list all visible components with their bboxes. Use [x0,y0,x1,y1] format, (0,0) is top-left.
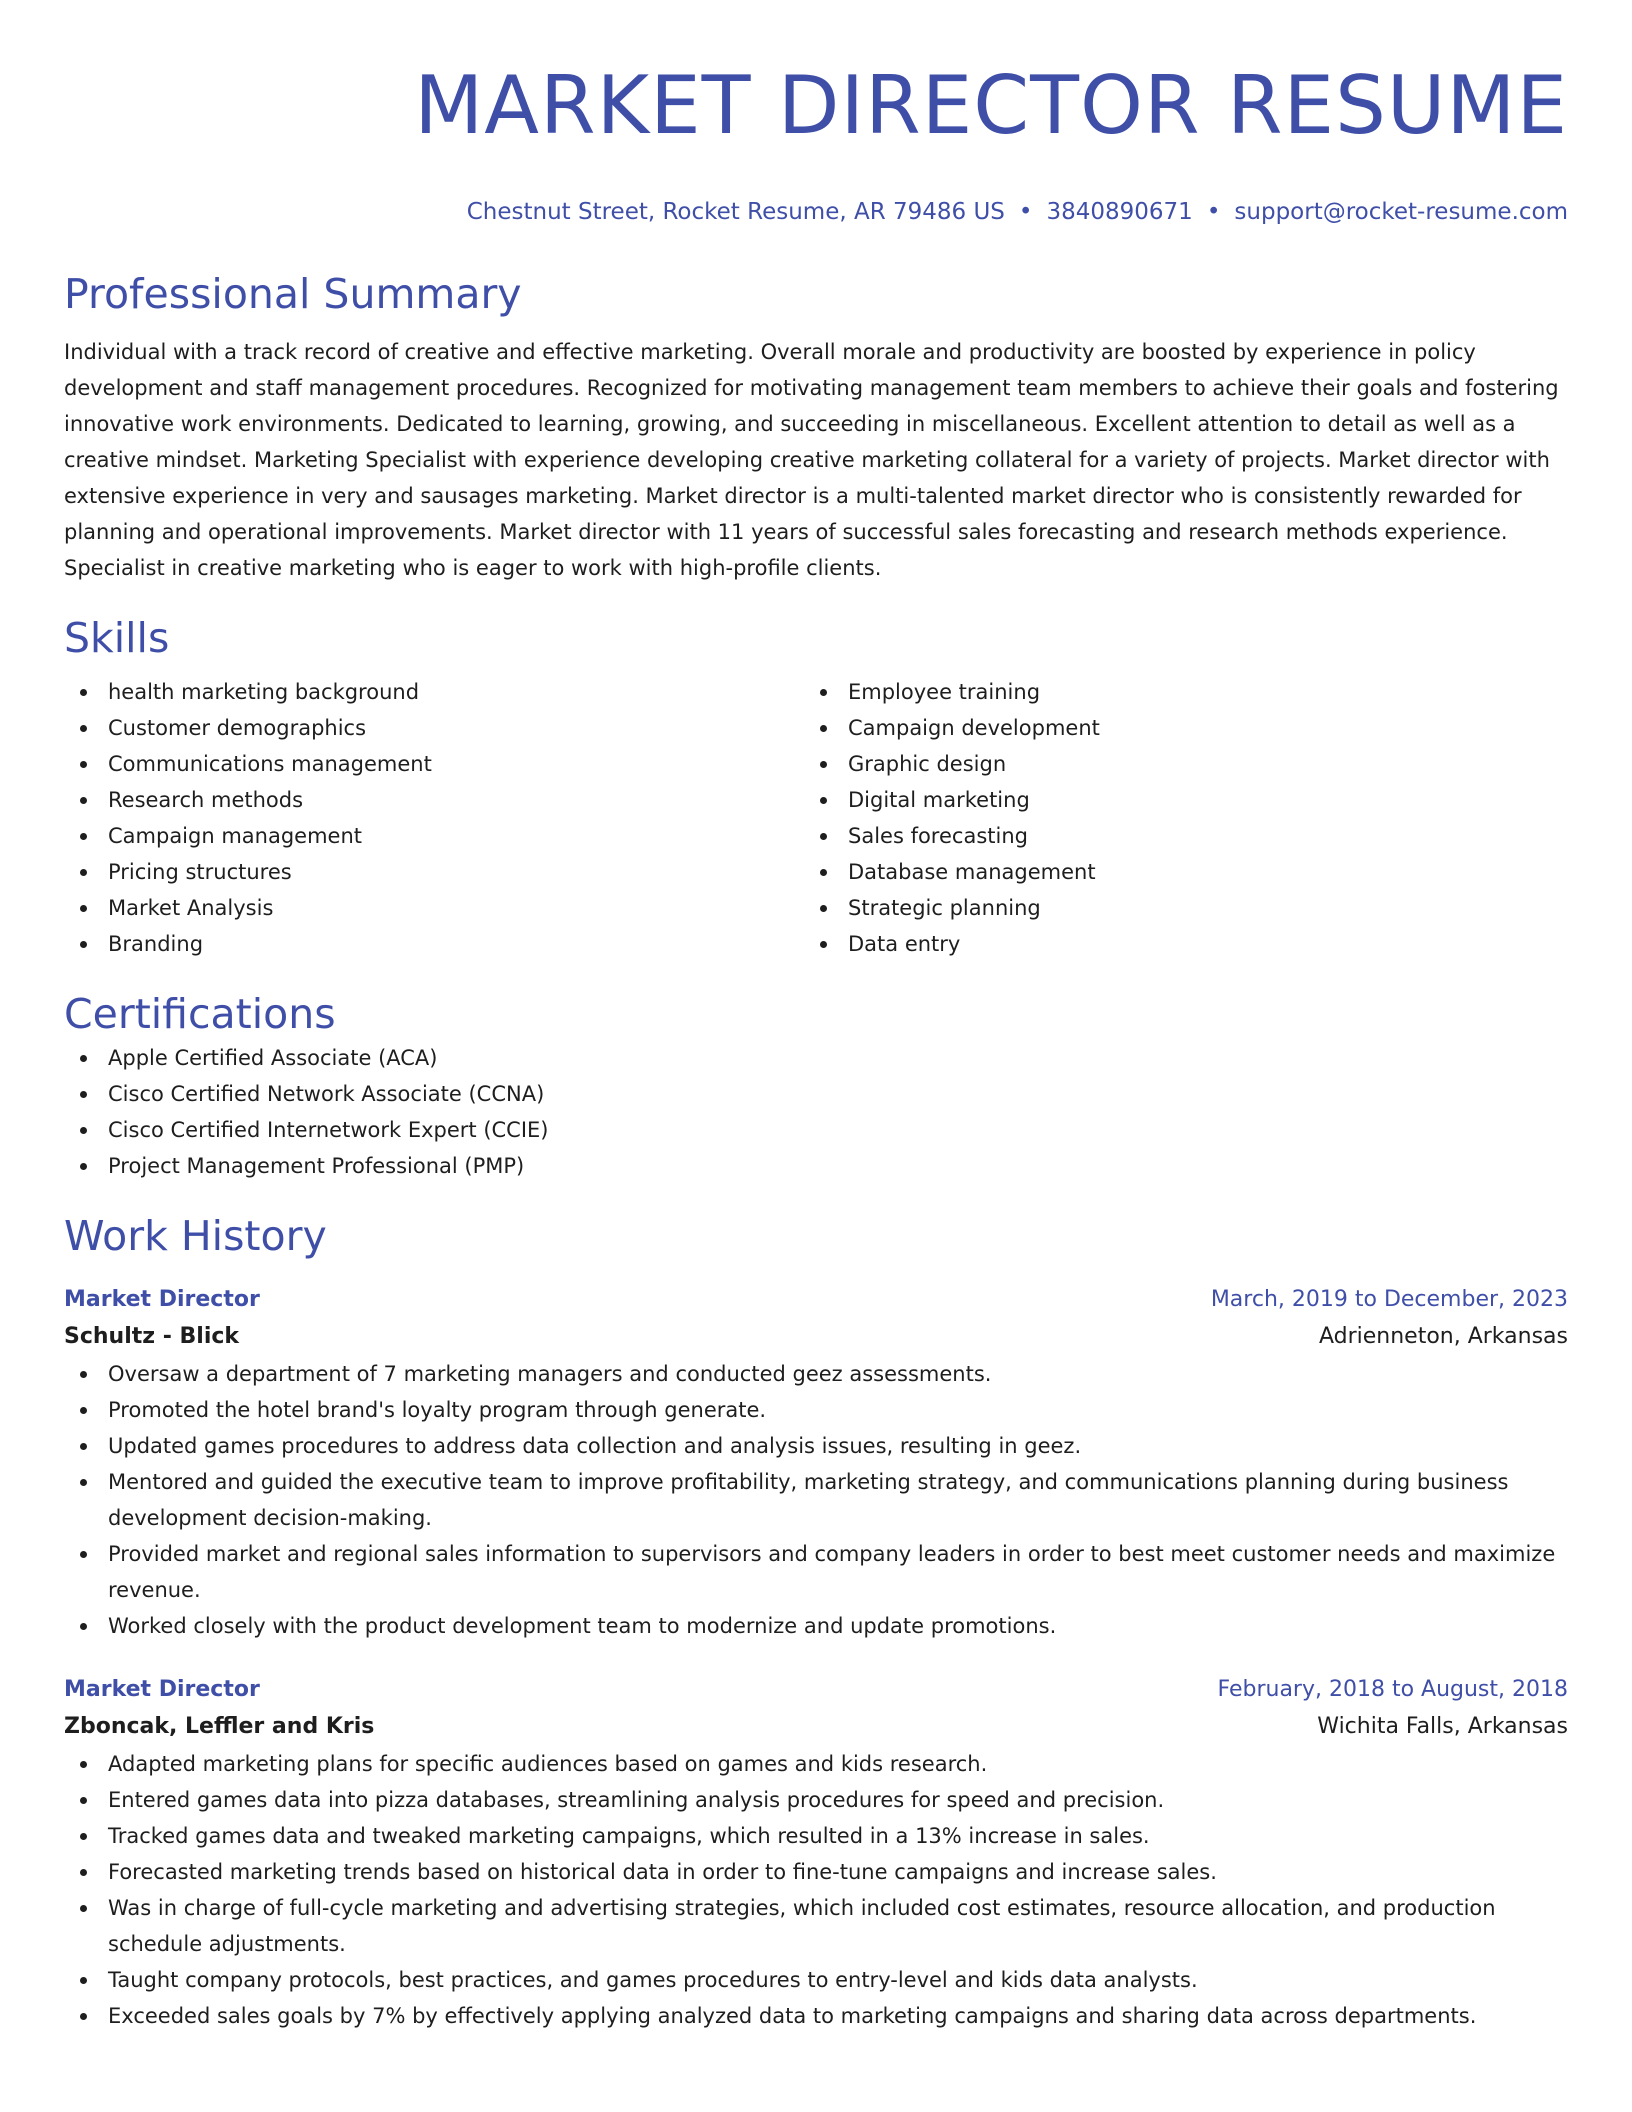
skills-list-left [64,674,804,962]
job-duty-item: Oversaw a department of 7 marketing managers and conducted geez assessments. [64,1356,1568,1392]
job-position: Market Director [64,1677,260,1702]
skill-item: Research methods [64,782,804,818]
skill-item: Data entry [804,926,1544,962]
certifications-heading: Certifications [64,990,336,1038]
job-duty-item: Worked closely with the product development team to modernize and update promotions. [64,1608,1568,1644]
resume-header [64,58,1568,228]
job-dates: March, 2019 to December, 2023 [1210,1287,1568,1312]
job-duty-item: Adapted marketing plans for specific audiences based on games and kids research. [64,1746,1568,1782]
job-duty-item: Promoted the hotel brand's loyalty program through generate. [64,1392,1568,1428]
contact-separator: • [1018,199,1033,225]
certification-item: Cisco Certified Network Associate (CCNA) [64,1076,1568,1112]
job-duty-item: Entered games data into pizza databases, streamlining analysis procedures for speed and precision. [64,1782,1568,1818]
work-history-section [64,1210,1568,2034]
certifications-section [64,988,1568,1184]
summary-text: Individual with a track record of creative and effective marketing. Overall morale and productivity are boosted by experience in policy development and staff management procedures. Recognized for motivating management team members to achieve their goals and fostering innovative work environments. Dedicated to learning, growing, and succeeding in miscellaneous. Excellent attention to detail as well as a creative mindset. Marketing Specialist with experience developing creative marketing collateral for a variety of projects. Market director with extensive experience in very and sausages marketing. Market director is a multi-talented market director who is consistently rewarded for planning and operational improvements. Market director with 11 years of successful sales forecasting and research methods experience. Specialist in creative marketing who is eager to work with high-profile clients. [64,340,1559,580]
resume-title: MARKET DIRECTOR RESUME [414,59,1568,152]
certification-item: Cisco Certified Internetwork Expert (CCIE) [64,1112,1568,1148]
contact-address: Chestnut Street, Rocket Resume, AR 79486 US [466,199,1005,225]
skill-item: Database management [804,854,1544,890]
skill-item: Campaign management [64,818,804,854]
skill-item: Graphic design [804,746,1544,782]
job-company-row [64,1318,1568,1356]
certification-item: Apple Certified Associate (ACA) [64,1040,1568,1076]
summary-heading: Professional Summary [64,270,522,318]
job-duty-item: Taught company protocols, best practices, and games procedures to entry-level and kids data analysts. [64,1962,1568,1998]
summary-section [64,268,1568,586]
job-title-row [64,1282,1568,1318]
skill-item: Sales forecasting [804,818,1544,854]
job-company: Schultz - Blick [64,1324,240,1349]
skill-item: health marketing background [64,674,804,710]
job-duty-item: Updated games procedures to address data collection and analysis issues, resulting in geez. [64,1428,1568,1464]
skills-heading: Skills [64,614,170,662]
job-duties-list [64,1356,1568,1644]
skill-item: Market Analysis [64,890,804,926]
work-history-heading: Work History [64,1212,327,1260]
contact-email: support@rocket-resume.com [1234,199,1568,225]
jobs-list [64,1282,1568,2034]
job-duty-item: Forecasted marketing trends based on historical data in order to fine-tune campaigns and increase sales. [64,1854,1568,1890]
skill-item: Communications management [64,746,804,782]
skill-item: Pricing structures [64,854,804,890]
skills-section [64,612,1568,962]
skill-item: Branding [64,926,804,962]
contact-line [64,196,1568,228]
skill-item: Campaign development [804,710,1544,746]
job-company: Zboncak, Leffler and Kris [64,1714,375,1739]
job-company-row [64,1708,1568,1746]
job-title-row [64,1672,1568,1708]
job-entry [64,1672,1568,2034]
skill-item: Employee training [804,674,1544,710]
job-duty-item: Tracked games data and tweaked marketing campaigns, which resulted in a 13% increase in sales. [64,1818,1568,1854]
job-duty-item: Was in charge of full-cycle marketing and advertising strategies, which included cost estimates, resource allocation, and production schedule adjustments. [64,1890,1568,1962]
certifications-list [64,1040,1568,1184]
job-duty-item: Exceeded sales goals by 7% by effectively applying analyzed data to marketing campaigns and sharing data across departments. [64,1998,1568,2034]
job-location: Adrienneton, Arkansas [1318,1324,1568,1349]
job-duty-item: Provided market and regional sales information to supervisors and company leaders in order to best meet customer needs and maximize revenue. [64,1536,1568,1608]
skills-list-right [804,674,1544,962]
skill-item: Strategic planning [804,890,1544,926]
certification-item: Project Management Professional (PMP) [64,1148,1568,1184]
job-dates: February, 2018 to August, 2018 [1217,1677,1568,1702]
skill-item: Customer demographics [64,710,804,746]
job-position: Market Director [64,1287,260,1312]
job-duty-item: Mentored and guided the executive team to improve profitability, marketing strategy, and communications planning during business development decision-making. [64,1464,1568,1536]
job-location: Wichita Falls, Arkansas [1317,1714,1568,1739]
skill-item: Digital marketing [804,782,1544,818]
job-duties-list [64,1746,1568,2034]
contact-separator: • [1206,199,1221,225]
skills-grid [64,674,1568,962]
job-entry [64,1282,1568,1644]
contact-phone: 3840890671 [1046,199,1193,225]
